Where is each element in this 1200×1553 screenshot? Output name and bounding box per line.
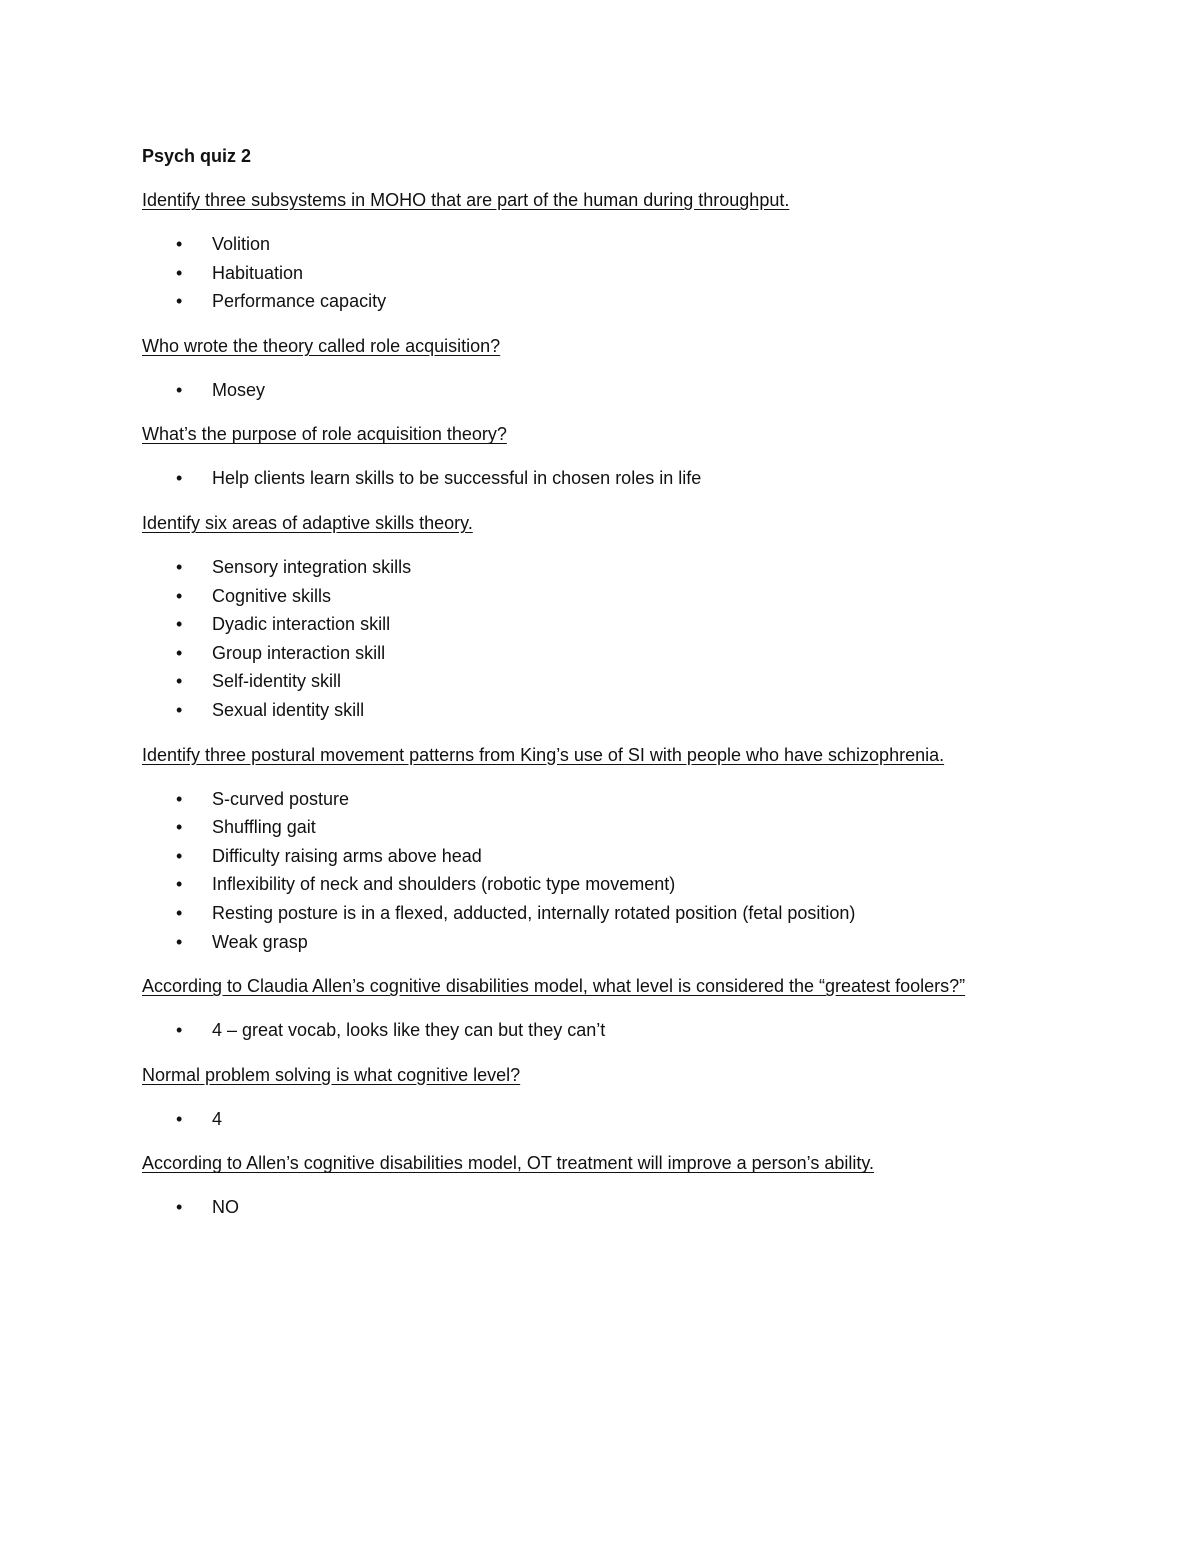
answer-item bbox=[142, 639, 1082, 668]
quiz-sections bbox=[142, 186, 1082, 1222]
answer-text: Performance capacity bbox=[212, 291, 387, 312]
answer-list bbox=[142, 553, 1082, 725]
bullet-icon: • bbox=[176, 234, 183, 254]
question-text: What’s the purpose of role acquisition theory? bbox=[142, 424, 507, 445]
question-text: Who wrote the theory called role acquisition? bbox=[142, 335, 501, 356]
answer-text: Volition bbox=[212, 234, 271, 254]
bullet-icon: • bbox=[176, 1108, 183, 1129]
answer-text: Shuffling gait bbox=[212, 817, 316, 838]
answer-item bbox=[142, 582, 1082, 611]
answer-text: Resting posture is in a flexed, adducted, internally rotated position (fetal position) bbox=[212, 902, 856, 923]
answer-text: Inflexibility of neck and shoulders (robotic type movement) bbox=[212, 874, 676, 895]
answer-text: 4 – great vocab, looks like they can but they can’t bbox=[212, 1020, 606, 1041]
bullet-icon: • bbox=[176, 845, 183, 866]
bullet-icon: • bbox=[176, 931, 183, 952]
answer-text: Sensory integration skills bbox=[212, 556, 412, 577]
quiz-section bbox=[142, 972, 1082, 1045]
answer-item bbox=[142, 899, 1082, 928]
answer-item bbox=[142, 230, 1082, 259]
quiz-section bbox=[142, 1061, 1082, 1134]
bullet-icon: • bbox=[176, 1197, 183, 1218]
answer-item bbox=[142, 553, 1082, 582]
answer-item bbox=[142, 667, 1082, 696]
question-text: Identify three postural movement patterns from King’s use of SI with people who have schizophrenia. bbox=[142, 744, 945, 765]
bullet-icon: • bbox=[176, 468, 183, 489]
answer-text: Group interaction skill bbox=[212, 642, 386, 663]
answer-text: Sexual identity skill bbox=[212, 699, 365, 720]
answer-text: NO bbox=[212, 1197, 239, 1218]
answer-item bbox=[142, 1105, 1082, 1134]
page-title: Psych quiz 2 bbox=[142, 146, 252, 166]
answer-item bbox=[142, 464, 1082, 493]
question-text: Normal problem solving is what cognitive level? bbox=[142, 1064, 521, 1085]
answer-text: Help clients learn skills to be successful in chosen roles in life bbox=[212, 468, 702, 489]
answer-text: Dyadic interaction skill bbox=[212, 614, 391, 635]
question-text: According to Allen’s cognitive disabilities model, OT treatment will improve a person’s ability. bbox=[142, 1153, 875, 1174]
answer-text: Mosey bbox=[212, 379, 266, 400]
question-text: Identify three subsystems in MOHO that are part of the human during throughput. bbox=[142, 190, 790, 210]
bullet-icon: • bbox=[176, 788, 183, 809]
answer-text: Self-identity skill bbox=[212, 671, 342, 692]
answer-text: S-curved posture bbox=[212, 788, 350, 809]
answer-list bbox=[142, 1105, 1082, 1134]
answer-item bbox=[142, 610, 1082, 639]
answer-list bbox=[142, 1193, 1082, 1222]
question-text: According to Claudia Allen’s cognitive disabilities model, what level is considered the “greatest foolers?” bbox=[142, 976, 966, 997]
bullet-icon: • bbox=[176, 291, 183, 312]
bullet-icon: • bbox=[176, 379, 183, 400]
answer-list bbox=[142, 464, 1082, 493]
quiz-section bbox=[142, 509, 1082, 725]
quiz-section bbox=[142, 332, 1082, 405]
bullet-icon: • bbox=[176, 556, 183, 577]
bullet-icon: • bbox=[176, 874, 183, 895]
answer-item bbox=[142, 259, 1082, 288]
answer-text: Weak grasp bbox=[212, 931, 308, 952]
answer-item bbox=[142, 376, 1082, 405]
answer-item bbox=[142, 928, 1082, 957]
answer-text: Habituation bbox=[212, 262, 304, 283]
quiz-section bbox=[142, 186, 1082, 316]
answer-text: Cognitive skills bbox=[212, 585, 332, 606]
answer-item bbox=[142, 1193, 1082, 1222]
bullet-icon: • bbox=[176, 671, 183, 692]
answer-item bbox=[142, 696, 1082, 725]
bullet-icon: • bbox=[176, 614, 183, 635]
answer-text: 4 bbox=[212, 1108, 223, 1129]
answer-list bbox=[142, 785, 1082, 957]
bullet-icon: • bbox=[176, 902, 183, 923]
quiz-section bbox=[142, 420, 1082, 493]
bullet-icon: • bbox=[176, 262, 183, 283]
answer-list bbox=[142, 1016, 1082, 1045]
answer-item bbox=[142, 1016, 1082, 1045]
bullet-icon: • bbox=[176, 642, 183, 663]
bullet-icon: • bbox=[176, 1020, 183, 1041]
quiz-section bbox=[142, 741, 1082, 957]
answer-item bbox=[142, 870, 1082, 899]
bullet-icon: • bbox=[176, 817, 183, 838]
document-content bbox=[142, 142, 1082, 1238]
answer-item bbox=[142, 785, 1082, 814]
quiz-section bbox=[142, 1149, 1082, 1222]
answer-list bbox=[142, 376, 1082, 405]
question-text: Identify six areas of adaptive skills theory. bbox=[142, 512, 473, 533]
answer-text: Difficulty raising arms above head bbox=[212, 845, 482, 866]
answer-item bbox=[142, 813, 1082, 842]
answer-list bbox=[142, 230, 1082, 316]
bullet-icon: • bbox=[176, 585, 183, 606]
bullet-icon: • bbox=[176, 699, 183, 720]
answer-item bbox=[142, 842, 1082, 871]
answer-item bbox=[142, 287, 1082, 316]
